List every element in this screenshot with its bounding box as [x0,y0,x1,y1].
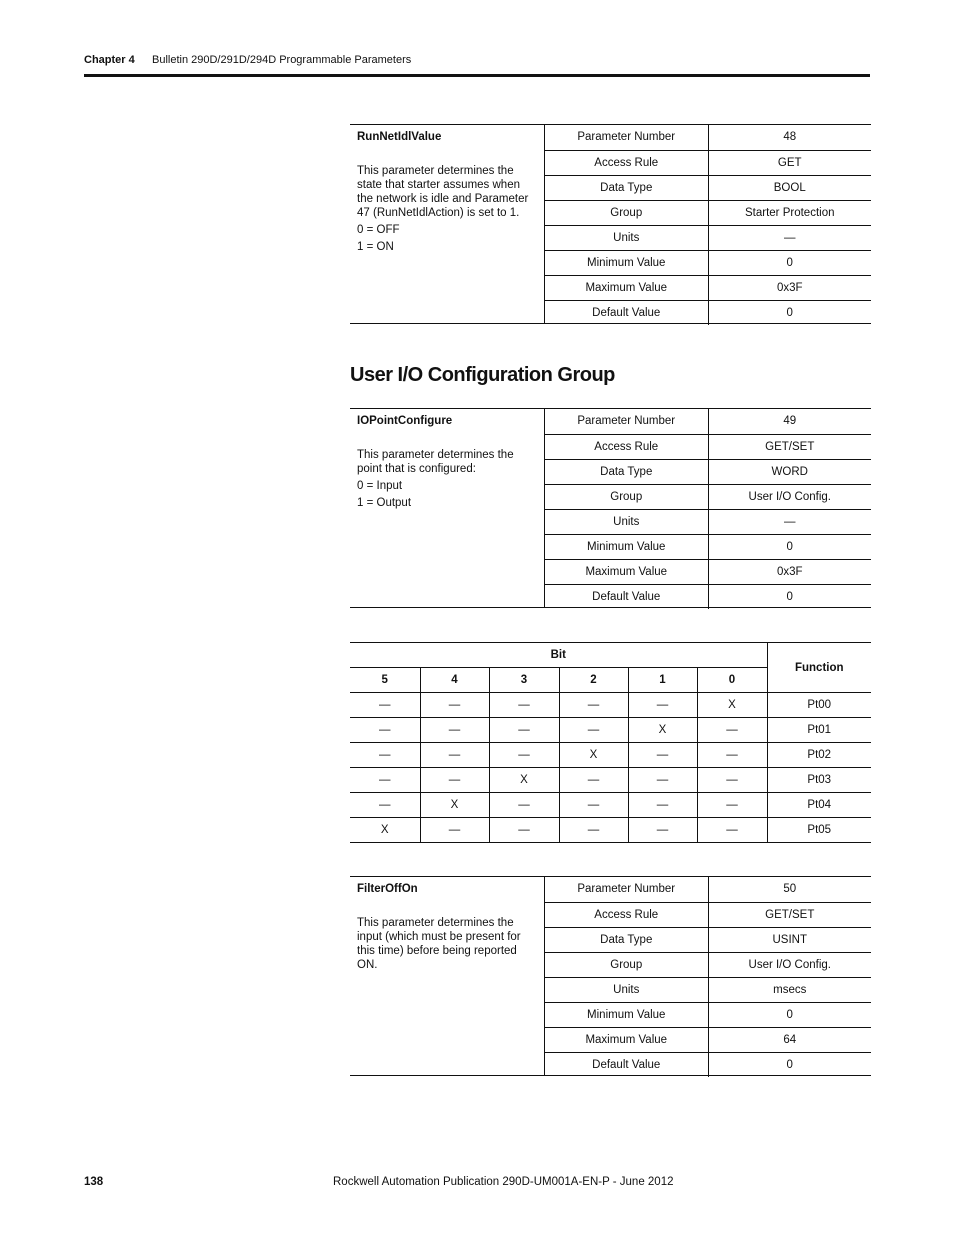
table-row [350,768,871,793]
attr-value: 0 [708,250,871,275]
table-row [545,434,871,459]
table-row [545,150,871,175]
attr-key: Data Type [545,175,708,200]
table-row [545,584,871,609]
attr-value: 0 [708,534,871,559]
page-number: 138 [84,1176,104,1188]
bit-column-header: 3 [489,668,559,693]
attr-key: Parameter Number [545,409,708,434]
attr-key: Access Rule [545,434,708,459]
table-row [545,300,871,325]
table-row [545,977,871,1002]
attr-key: Default Value [545,300,708,325]
bit-cell: — [628,793,697,818]
attr-value: GET [708,150,871,175]
attr-value: GET/SET [708,902,871,927]
attr-value: User I/O Config. [708,952,871,977]
attr-key: Parameter Number [545,125,708,150]
table-row [545,250,871,275]
bit-cell: X [697,693,767,718]
parameter-description: This parameter determines the point that is configured: [357,449,514,475]
parameter-block-filteroffon [350,876,871,1076]
table-row [545,952,871,977]
function-cell: Pt00 [807,699,832,711]
table-row [545,534,871,559]
function-cell: Pt04 [767,793,871,818]
table-row [350,818,871,843]
bit-cell: — [420,718,489,743]
attr-key: Access Rule [545,150,708,175]
publication-footer: Rockwell Automation Publication 290D-UM001A-EN-P - June 2012 [333,1176,674,1188]
bit-cell: — [350,793,420,818]
attr-key: Units [545,225,708,250]
function-cell: Pt01 [767,718,871,743]
parameter-option: 0 = OFF [357,224,400,236]
attr-value: BOOL [708,175,871,200]
bit-cell: — [559,718,628,743]
attr-value: 0 [708,1002,871,1027]
function-cell: Pt02 [767,743,871,768]
attr-value: GET/SET [708,434,871,459]
table-row [545,200,871,225]
table-row [545,409,871,434]
chapter-label: Chapter 4 [84,54,135,66]
parameter-name: IOPointConfigure [357,415,453,427]
section-title: User I/O Configuration Group [350,364,615,386]
table-row [545,902,871,927]
table-row [545,484,871,509]
function-cell: Pt05 [767,818,871,843]
attr-key: Minimum Value [545,534,708,559]
bit-cell: — [628,818,697,843]
bit-cell: X [350,818,420,843]
bit-cell: — [489,693,559,718]
table-row [350,793,871,818]
attr-key: Group [545,484,708,509]
bit-cell: — [420,818,489,843]
table-row [545,275,871,300]
attr-key: Minimum Value [545,250,708,275]
attr-value: 0 [786,306,793,319]
parameter-description-cell [350,409,545,607]
attr-key: Maximum Value [545,559,708,584]
attr-value: 49 [708,409,871,434]
bit-cell: — [350,743,420,768]
bit-cell: — [697,818,767,843]
bit-cell: — [420,693,489,718]
bit-cell: — [559,693,628,718]
bit-cell: X [489,768,559,793]
table-row [545,459,871,484]
bit-cell: — [420,743,489,768]
parameter-description: This parameter determines the state that starter assumes when the network is idle and Parameter 47 (RunNetIdlAction) is set to 1. [357,165,529,219]
bit-cell: — [559,793,628,818]
table-row [350,693,871,718]
function-cell: Pt03 [767,768,871,793]
attr-key: Access Rule [545,902,708,927]
bit-cell: — [628,743,697,768]
parameter-option: 1 = ON [357,241,394,253]
parameter-option: 0 = Input [357,480,403,492]
attr-key: Units [545,977,708,1002]
attr-value: Starter Protection [708,200,871,225]
attr-value: — [708,225,871,250]
table-row [545,1027,871,1052]
bit-cell: — [489,743,559,768]
bit-cell: — [628,768,697,793]
attr-value: 0x3F [708,275,871,300]
table-row [545,1002,871,1027]
bit-cell: — [697,718,767,743]
attr-value: WORD [708,459,871,484]
bit-cell: X [420,793,489,818]
bit-cell: — [628,693,697,718]
attr-value: 48 [708,125,871,150]
parameter-description: This parameter determines the input (which must be present for this time) before being reported ON. [357,917,521,971]
parameter-description-cell [350,877,545,1075]
table-row [545,175,871,200]
header-rule [84,74,870,77]
attr-key: Group [545,952,708,977]
parameter-option: 1 = Output [357,497,412,509]
parameter-block-runnetidlvalue [350,124,871,324]
bit-cell: — [350,768,420,793]
attr-key: Data Type [545,459,708,484]
bit-column-header: 5 [350,668,420,693]
parameter-name: FilterOffOn [357,883,418,895]
attr-key: Group [545,200,708,225]
bit-column-header: 1 [628,668,697,693]
running-header-title: Bulletin 290D/291D/294D Programmable Parameters [152,54,412,66]
bit-cell: — [559,818,628,843]
bit-cell: — [489,793,559,818]
bit-cell: — [489,718,559,743]
attr-key: Parameter Number [545,877,708,902]
table-row [545,225,871,250]
bit-column-header: 4 [420,668,489,693]
parameter-attributes-table [545,125,871,325]
parameter-description-cell [350,125,545,323]
parameter-block-iopointconfigure [350,408,871,608]
parameter-attributes-table [545,877,871,1077]
bit-cell: — [697,793,767,818]
table-row [545,877,871,902]
table-row [350,743,871,768]
attr-key: Minimum Value [545,1002,708,1027]
attr-value: USINT [708,927,871,952]
attr-key: Maximum Value [545,1027,708,1052]
table-row [545,927,871,952]
table-row [350,718,871,743]
attr-value: 0 [786,590,793,603]
attr-key: Units [545,509,708,534]
bit-cell: — [489,818,559,843]
table-row [545,559,871,584]
bit-column-header: 0 [697,668,767,693]
bit-function-table [350,642,871,843]
attr-value: User I/O Config. [708,484,871,509]
bit-cell: — [559,768,628,793]
bit-cell: — [350,718,420,743]
attr-value: 64 [708,1027,871,1052]
parameter-attributes-table [545,409,871,609]
bit-cell: — [350,693,420,718]
bit-cell: — [697,768,767,793]
attr-value: msecs [708,977,871,1002]
table-row [545,509,871,534]
attr-key: Maximum Value [545,275,708,300]
table-row [545,125,871,150]
bit-cell: — [420,768,489,793]
attr-value: — [708,509,871,534]
attr-value: 0 [786,1058,793,1071]
attr-value: 50 [708,877,871,902]
attr-value: 0x3F [708,559,871,584]
attr-key: Data Type [545,927,708,952]
bit-header: Bit [350,643,767,668]
parameter-name: RunNetIdlValue [357,131,442,143]
bit-column-header: 2 [559,668,628,693]
bit-cell: — [697,743,767,768]
attr-key: Default Value [545,584,708,609]
table-row [545,1052,871,1077]
bit-cell: X [559,743,628,768]
function-header: Function [767,643,871,693]
bit-cell: X [628,718,697,743]
attr-key: Default Value [545,1052,708,1077]
